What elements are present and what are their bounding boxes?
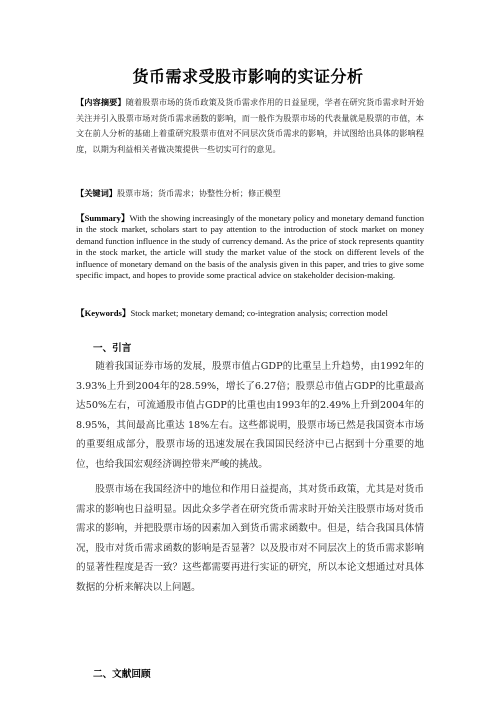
section1-heading: 一、引言 <box>93 343 132 354</box>
keywords-en-label: 【Keywords】 <box>76 308 131 318</box>
section2-heading: 二、文献回顾 <box>93 669 151 680</box>
section1-para2: 股票市场在我国经济中的地位和作用日益提高，其对货币政策，尤其是对货币需求的影响也日益明显。因此众多学者在研究货币需求时开始关注股票市场对货币需求的影响，并把股票市场的因素加入到货币需求函数中。但是，结合我国具体情况，股市对货币需求函数的影响是否显著？以及股市对不同层次上的货币需求影响的显著性程度是否一致？这些都需要再进行实证的研究，所以本论文想通过对具体数据的分析来解决以上问题。 <box>76 484 424 593</box>
keywords-cn-label: 【关键词】 <box>76 188 117 198</box>
keywords-en-text: Stock market; monetary demand; co-integration analysis; correction model <box>130 308 388 318</box>
abstract-cn <box>76 95 424 157</box>
abstract-cn-text: 随着股票市场的货币政策及货币需求作用的日益显现，学者在研究货币需求时开始关注并引入股票市场对货币需求函数的影响，而一般作为股票市场的代表量就是股票的市值，本文在前人分析的基础上着重研究股票市值对不同层次货币需求的影响，并试图给出具体的影响程度，以期为利益相关者做决策提供一些切实可行的意见。 <box>76 97 424 154</box>
abstract-en-text: With the showing increasingly of the monetary policy and monetary demand function in the stock market, scholars start to pay attention to the introduction of stock market on money demand function influence in the study of currency demand. As the price of stock represents quantity in the stock market, the article will study the market value of the stock on different levels of the influence of monetary demand on the basis of the analysis given in this paper, and tries to give some specific impact, and hopes to provide some practical advice on stakeholder decision-making. <box>76 213 424 281</box>
abstract-en <box>76 213 424 281</box>
keywords-en <box>76 308 424 319</box>
paper-title: 货币需求受股市影响的实证分析 <box>132 67 364 86</box>
section1-para1: 随着我国证券市场的发展，股票市值占GDP的比重呈上升趋势，由1992年的3.93%上升到2004年的28.59%，增长了6.27倍；股票总市值占GDP的比重最高达50%左右，可流通股市值占GDP的比重也由1993年的2.49%上升到2004年的8.95%，其间最高比重达 18%左右。这些都说明，股票市场已然是我国资本市场的重要组成部分，股票市场的迅速发展在我国国民经济中已占据到十分重要的地位，也给我国宏观经济调控带来严峻的挑战。 <box>76 361 424 470</box>
keywords-cn-text: 股票市场；货币需求；协整性分析；修正模型 <box>116 188 281 198</box>
abstract-en-label: 【Summary】 <box>76 213 130 223</box>
section1-body <box>76 357 424 597</box>
abstract-cn-label: 【内容摘要】 <box>76 97 126 107</box>
keywords-cn <box>76 186 424 202</box>
